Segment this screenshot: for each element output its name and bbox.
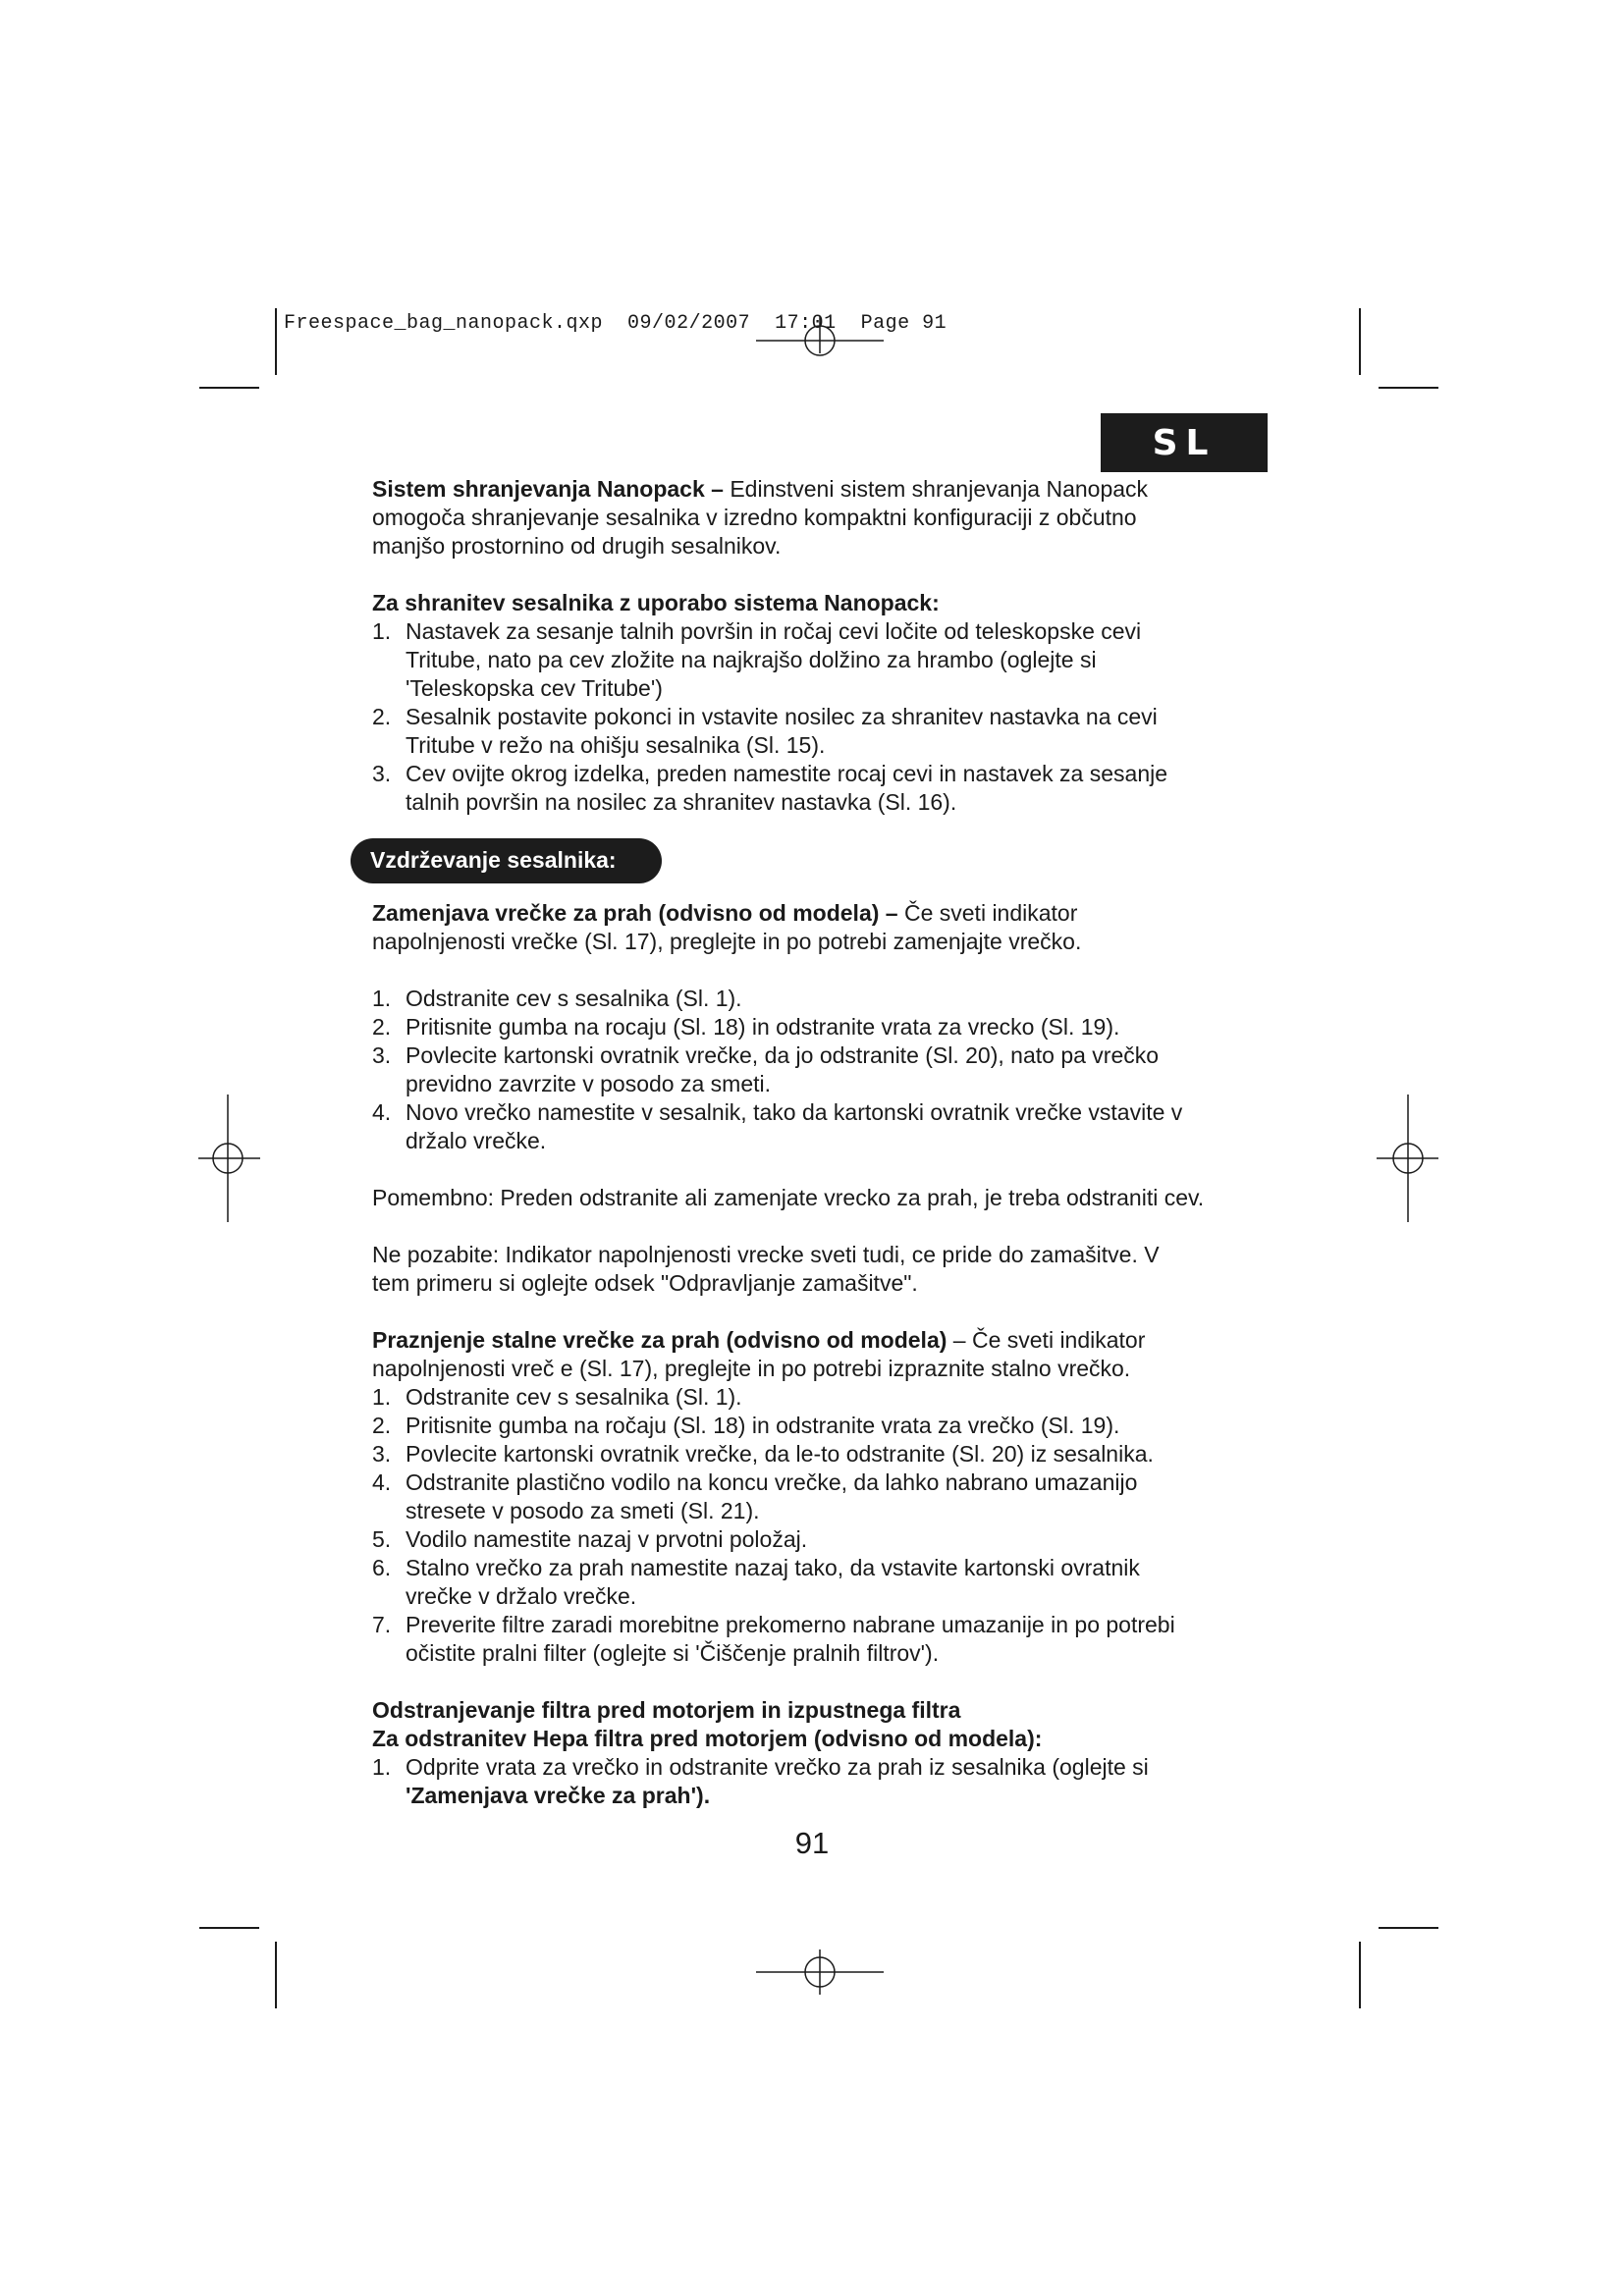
language-tab: SL [1101, 413, 1268, 472]
permanent-bag-title: Praznjenje stalne vrečke za prah (odvisno od modela) [372, 1327, 947, 1353]
hepa-filter-steps [372, 1753, 1256, 1810]
crop-mark-top-right-horizontal [1379, 387, 1438, 389]
crop-mark-bottom-left-horizontal [199, 1927, 259, 1929]
dust-bag-steps [372, 985, 1256, 1155]
registration-mark-top [756, 294, 884, 363]
registration-mark-left [196, 1095, 265, 1222]
permanent-bag-emptying: Praznjenje stalne vrečke za prah (odvisno od modela) – Če sveti indikator napolnjenosti vreč e (Sl. 17), preglejte in po potrebi izpraznite stalno vrečko. [372, 1327, 1146, 1381]
list-item: 7. Preverite filtre zaradi morebitne prekomerno nabrane umazanije in po potrebi očistite pralni filter (oglejte si 'Čiščenje pralnih filtrov'). [372, 1612, 1175, 1666]
storage-steps [372, 617, 1256, 817]
dust-bag-title: Zamenjava vrečke za prah (odvisno od modela) – [372, 900, 898, 926]
maintenance-heading-pill: Vzdrževanje sesalnika: [351, 838, 662, 883]
crop-mark-top-left-horizontal [199, 387, 259, 389]
hepa-filter-heading: Za odstranitev Hepa filtra pred motorjem (odvisno od modela): [372, 1726, 1043, 1751]
crop-mark-bottom-right-vertical [1359, 1942, 1361, 2008]
list-item: 1. Nastavek za sesanje talnih površin in ročaj cevi ločite od teleskopske cevi Tritube, nato pa cev zložite na najkrajšo dolžino za hrambo (oglejte si 'Teleskopska cev Tritube') [372, 618, 1142, 701]
reminder-note: Ne pozabite: Indikator napolnjenosti vrecke sveti tudi, ce pride do zamašitve. V tem primeru si oglejte odsek "Odpravljanje zamašitve". [372, 1242, 1160, 1296]
filter-removal-heading: Odstranjevanje filtra pred motorjem in izpustnega filtra [372, 1697, 961, 1723]
list-item: 3. Cev ovijte okrog izdelka, preden namestite rocaj cevi in nastavek za sesanje talnih površin na nosilec za shranitev nastavka (Sl. 16). [372, 761, 1168, 815]
list-item: 4. Odstranite plastično vodilo na koncu vrečke, da lahko nabrano umazanijo stresete v posodo za smeti (Sl. 21). [372, 1469, 1138, 1523]
nanopack-title: Sistem shranjevanja Nanopack – [372, 476, 724, 502]
nanopack-text-line: manjšo prostornino od drugih sesalnikov. [372, 533, 782, 559]
nanopack-text-line: omogoča shranjevanje sesalnika v izredno kompaktni konfiguraciji z občutno [372, 505, 1137, 530]
page-content [372, 475, 1256, 1810]
permanent-bag-steps [372, 1383, 1256, 1668]
list-item: 2. Pritisnite gumba na ročaju (Sl. 18) in odstranite vrata za vrečko (Sl. 19). [372, 1413, 1120, 1438]
list-item: 5. Vodilo namestite nazaj v prvotni položaj. [372, 1526, 808, 1552]
registration-mark-right [1377, 1095, 1445, 1222]
list-item: 3. Povlecite kartonski ovratnik vrečke, da le-to odstranite (Sl. 20) iz sesalnika. [372, 1441, 1154, 1467]
registration-mark-bottom [756, 1942, 884, 2010]
crop-mark-top-left-vertical [275, 308, 277, 375]
list-item: 3. Povlecite kartonski ovratnik vrečke, da jo odstranite (Sl. 20), nato pa vrečko previdno zavrzite v posodo za smeti. [372, 1042, 1160, 1096]
list-item: 2. Pritisnite gumba na rocaju (Sl. 18) in odstranite vrata za vrecko (Sl. 19). [372, 1014, 1120, 1040]
list-item: 6. Stalno vrečko za prah namestite nazaj tako, da vstavite kartonski ovratnik vrečke v držalo vrečke. [372, 1555, 1140, 1609]
list-item: 4. Novo vrečko namestite v sesalnik, tako da kartonski ovratnik vrečke vstavite v držalo vrečke. [372, 1099, 1183, 1153]
crop-mark-bottom-left-vertical [275, 1942, 277, 2008]
crop-mark-top-right-vertical [1359, 308, 1361, 375]
list-item: 1. Odstranite cev s sesalnika (Sl. 1). [372, 986, 742, 1011]
list-item: 2. Sesalnik postavite pokonci in vstavite nosilec za shranitev nastavka na cevi Tritube v režo na ohišju sesalnika (Sl. 15). [372, 704, 1158, 758]
file-slug: Freespace_bag_nanopack.qxp 09/02/2007 17:01 Page 91 [284, 312, 947, 335]
page-number: 91 [794, 1826, 830, 1860]
storage-heading: Za shranitev sesalnika z uporabo sistema Nanopack: [372, 590, 940, 615]
crop-mark-bottom-right-horizontal [1379, 1927, 1438, 1929]
nanopack-text-first: Edinstveni sistem shranjevanja Nanopack [723, 476, 1149, 502]
dust-bag-replacement: Zamenjava vrečke za prah (odvisno od modela) – Če sveti indikator napolnjenosti vrečke (Sl. 17), preglejte in po potrebi zamenjajte vrečko. [372, 900, 1082, 954]
important-note: Pomembno: Preden odstranite ali zamenjate vrecko za prah, je treba odstraniti cev. [372, 1185, 1205, 1210]
nanopack-intro [372, 475, 1256, 561]
list-item: 1. Odprite vrata za vrečko in odstranite vrečko za prah iz sesalnika (oglejte si 'Zamenjava vrečke za prah'). [372, 1754, 1149, 1808]
list-item: 1. Odstranite cev s sesalnika (Sl. 1). [372, 1384, 742, 1410]
